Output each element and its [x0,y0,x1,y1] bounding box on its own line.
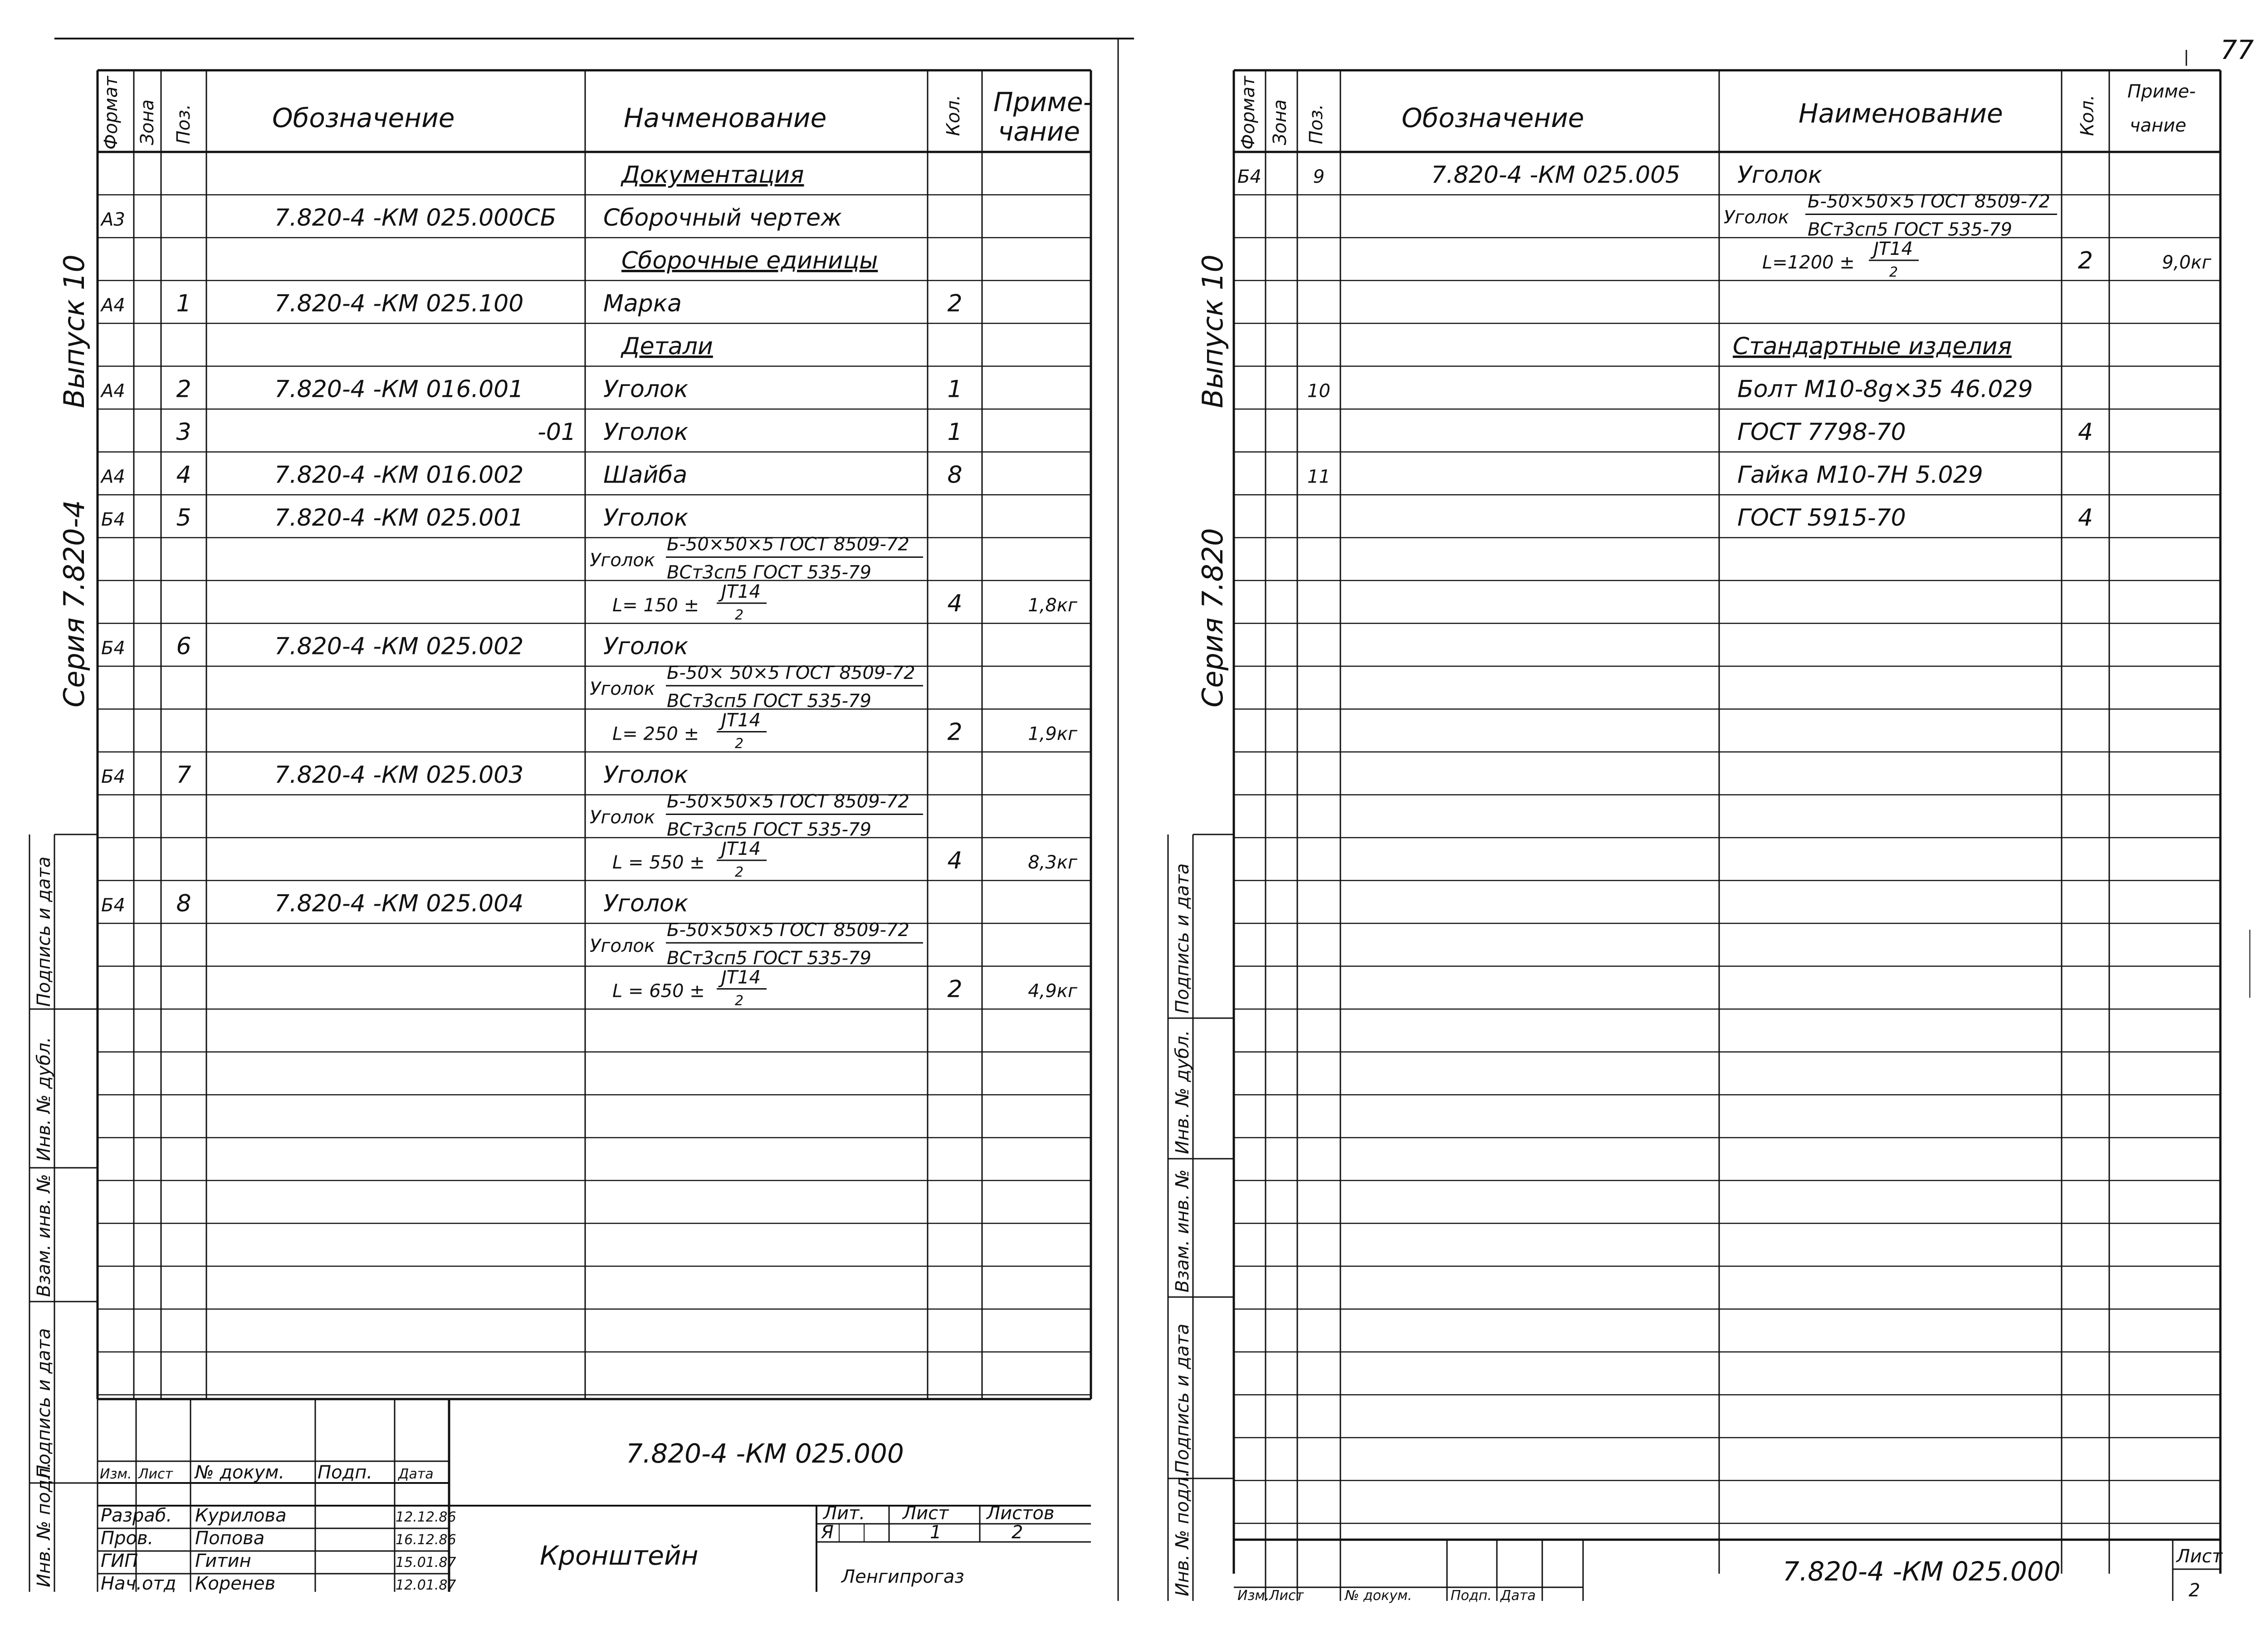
header-note-2: чание [998,116,1080,147]
row-position: 6 [176,633,191,660]
row-format: А3 [101,209,125,230]
row-quantity: 4 [947,590,963,618]
r-side-vzam-inv: Взам. инв. № [1172,1169,1193,1293]
row-designation: 7.820-4 -КМ 025.001 [274,504,524,532]
tolerance-bottom: 2 [735,993,744,1009]
row-quantity: 1 [947,419,963,446]
row-quantity: 4 [947,847,963,875]
r-tb-ndokum: № докум. [1345,1588,1412,1604]
row-note: 4,9кг [1028,980,1077,1002]
r-row-fraction-bottom: ВСт3сп5 ГОСТ 535-79 [1808,219,2012,240]
r-row-format: Б4 [1237,166,1261,188]
tolerance-top: JT14 [721,710,761,731]
row-format: Б4 [101,638,125,659]
row-fraction-bottom: ВСт3сп5 ГОСТ 535-79 [667,562,871,583]
header-name: Начменование [624,102,827,133]
row-name: Уголок [590,936,655,957]
side-series-right: Серия 7.820 [1196,528,1229,707]
row-fraction-bottom: ВСт3сп5 ГОСТ 535-79 [667,691,871,712]
side-podpis-data-2: Подпись и дата [34,1328,54,1478]
row-designation: -01 [538,419,576,446]
tb-listov-label: Листов [987,1503,1055,1524]
row-note: 1,9кг [1028,723,1077,745]
row-format: Б4 [101,766,125,788]
row-designation: 7.820-4 -КМ 025.100 [274,290,524,317]
r-header-zone: Зона [1270,99,1290,145]
tolerance-bottom: 2 [735,607,744,624]
r-row-name: Гайка М10-7Н 5.029 [1737,461,1983,489]
r-header-designation: Обозначение [1402,102,1584,133]
header-pos: Поз. [173,104,194,144]
r-tb-podp: Подп. [1451,1588,1492,1604]
header-format: Формат [101,76,122,150]
row-fraction-top: Б-50×50×5 ГОСТ 8509-72 [667,920,909,941]
row-fraction-top: Б-50×50×5 ГОСТ 8509-72 [667,791,909,812]
row-length: L = 550 ± [612,852,705,873]
r-row-name: Стандартные изделия [1733,333,2012,361]
grid-lines [29,39,2250,1601]
row-designation: 7.820-4 -КМ 016.001 [274,376,524,403]
tb-podp: Подп. [318,1462,373,1483]
r-row-designation: 7.820-4 -КМ 025.005 [1431,161,1681,189]
tb-role: Разраб. [101,1505,172,1526]
r-row-name: Уголок [1737,161,1823,189]
row-length: L= 150 ± [612,595,699,616]
r-tb-list: Лист [1269,1588,1304,1604]
tb-role: Нач.отд [101,1573,176,1594]
row-position: 1 [176,290,191,317]
tb-name: Гитин [195,1551,251,1571]
tb-ndokum: № докум. [195,1462,285,1483]
tb-date: 16.12.86 [396,1532,456,1548]
tb-listov-value: 2 [1012,1522,1023,1543]
row-fraction-top: Б-50× 50×5 ГОСТ 8509-72 [667,663,915,684]
row-format: Б4 [101,895,125,916]
tolerance-bottom: 2 [735,736,744,752]
page-number: 77 [2220,34,2254,65]
r-side-inv-podl: Инв. № подл. [1172,1471,1193,1596]
side-issue-right: Выпуск 10 [1196,254,1229,408]
row-name: Марка [603,290,682,317]
row-quantity: 2 [947,976,963,1003]
row-name: Сборочные единицы [621,247,878,275]
tb-date: 12.01.87 [396,1577,456,1593]
tb-role: ГИП [101,1551,138,1571]
tb-date: 15.01.87 [396,1555,456,1571]
r-side-podpis-data: Подпись и дата [1172,863,1193,1014]
side-vzam-inv: Взам. инв. № [34,1174,54,1297]
r-tolerance-bottom: 2 [1889,264,1898,281]
r-row-quantity: 4 [2077,504,2093,532]
tb-data: Дата [398,1466,434,1482]
row-name: Уголок [603,633,689,660]
tolerance-top: JT14 [721,581,761,603]
row-position: 3 [176,419,191,446]
tb-list: Лист [138,1466,173,1482]
row-format: А4 [101,466,125,488]
tolerance-top: JT14 [721,839,761,860]
text-layer [34,34,2254,1604]
row-name: Детали [621,333,713,361]
row-fraction-top: Б-50×50×5 ГОСТ 8509-72 [667,534,909,555]
r-row-name: Болт М10-8g×35 46.029 [1737,376,2033,403]
row-name: Документация [621,161,804,189]
row-designation: 7.820-4 -КМ 025.004 [274,890,524,917]
row-length: L = 650 ± [612,980,705,1002]
row-designation: 7.820-4 -КМ 025.002 [274,633,524,660]
row-quantity: 8 [947,461,963,489]
row-name: Шайба [603,461,688,489]
tb-list-label: Лист [903,1503,949,1524]
r-header-pos: Поз. [1306,104,1327,144]
row-name: Уголок [590,678,655,700]
row-name: Сборочный чертеж [603,204,842,232]
tb-lit-value: Я [821,1522,834,1543]
r-header-qty: Кол. [2077,94,2098,136]
r-row-note: 9,0кг [2162,252,2211,273]
side-inv-podl: Инв. № подл. [34,1462,54,1587]
r-row-name: Уголок [1724,207,1789,228]
tb-name: Курилова [195,1505,287,1526]
header-note-1: Приме- [993,87,1093,117]
r-tb-data: Дата [1501,1588,1536,1604]
row-name: Уголок [590,807,655,828]
row-name: Уголок [590,550,655,571]
row-designation: 7.820-4 -КМ 025.003 [274,761,524,789]
r-tolerance-top: JT14 [1873,239,1913,260]
tb-izm: Изм. [100,1466,132,1482]
header-qty: Кол. [943,94,964,136]
row-format: А4 [101,295,125,316]
side-series-left: Серия 7.820-4 [58,500,91,707]
r-row-fraction-top: Б-50×50×5 ГОСТ 8509-72 [1808,191,2050,212]
row-name: Уголок [603,376,689,403]
header-designation: Обозначение [272,102,455,133]
tb-organization: Ленгипрогаз [841,1566,964,1587]
r-row-quantity: 2 [2077,247,2093,275]
row-name: Уголок [603,504,689,532]
r-tb-izm: Изм. [1237,1588,1270,1604]
row-note: 1,8кг [1028,595,1077,616]
row-name: Уголок [603,419,689,446]
tb-lit-label: Лит. [823,1503,865,1524]
r-row-position: 11 [1307,466,1330,488]
r-tb-list-label: Лист [2176,1546,2223,1567]
r-header-note-1: Приме- [2127,81,2196,102]
r-row-quantity: 4 [2077,419,2093,446]
row-position: 5 [176,504,191,532]
tb-product-name: Кронштейн [540,1540,699,1571]
row-format: А4 [101,380,125,402]
row-position: 8 [176,890,191,917]
row-designation: 7.820-4 -КМ 025.000СБ [274,204,557,232]
r-header-format: Формат [1238,76,1259,150]
tb-date: 12.12.86 [396,1509,456,1525]
row-position: 2 [176,376,191,403]
r-row-name: ГОСТ 5915-70 [1737,504,1906,532]
row-position: 4 [176,461,191,489]
row-quantity: 2 [947,718,963,746]
r-header-note-2: чание [2130,115,2186,136]
tolerance-bottom: 2 [735,864,744,881]
row-format: Б4 [101,509,125,531]
tb-name: Попова [195,1528,265,1549]
r-row-position: 9 [1313,166,1325,188]
r-tb-list-value: 2 [2189,1580,2200,1601]
row-length: L= 250 ± [612,723,699,745]
row-name: Уголок [603,761,689,789]
tolerance-top: JT14 [721,967,761,988]
row-position: 7 [176,761,191,789]
row-name: Уголок [603,890,689,917]
row-quantity: 2 [947,290,963,317]
r-row-name: ГОСТ 7798-70 [1737,419,1906,446]
row-fraction-bottom: ВСт3сп5 ГОСТ 535-79 [667,948,871,969]
side-inv-dubl: Инв. № дубл. [34,1037,54,1161]
row-note: 8,3кг [1028,852,1077,873]
r-side-podpis-data-2: Подпись и дата [1172,1323,1193,1474]
header-zone: Зона [137,99,158,145]
tb-name: Коренев [195,1573,276,1594]
r-side-inv-dubl: Инв. № дубл. [1172,1030,1193,1154]
side-podpis-data: Подпись и дата [34,856,54,1007]
tb-list-value: 1 [930,1522,942,1543]
row-fraction-bottom: ВСт3сп5 ГОСТ 535-79 [667,819,871,840]
tb-doc-code: 7.820-4 -КМ 025.000 [626,1438,904,1469]
r-tb-doc-code: 7.820-4 -КМ 025.000 [1783,1556,2061,1587]
row-designation: 7.820-4 -КМ 016.002 [274,461,524,489]
row-quantity: 1 [947,376,963,403]
r-header-name: Наименование [1799,98,2003,129]
side-issue-left: Выпуск 10 [58,254,91,408]
r-row-length: L=1200 ± [1762,252,1855,273]
r-row-position: 10 [1307,380,1330,402]
tb-role: Пров. [101,1528,154,1549]
